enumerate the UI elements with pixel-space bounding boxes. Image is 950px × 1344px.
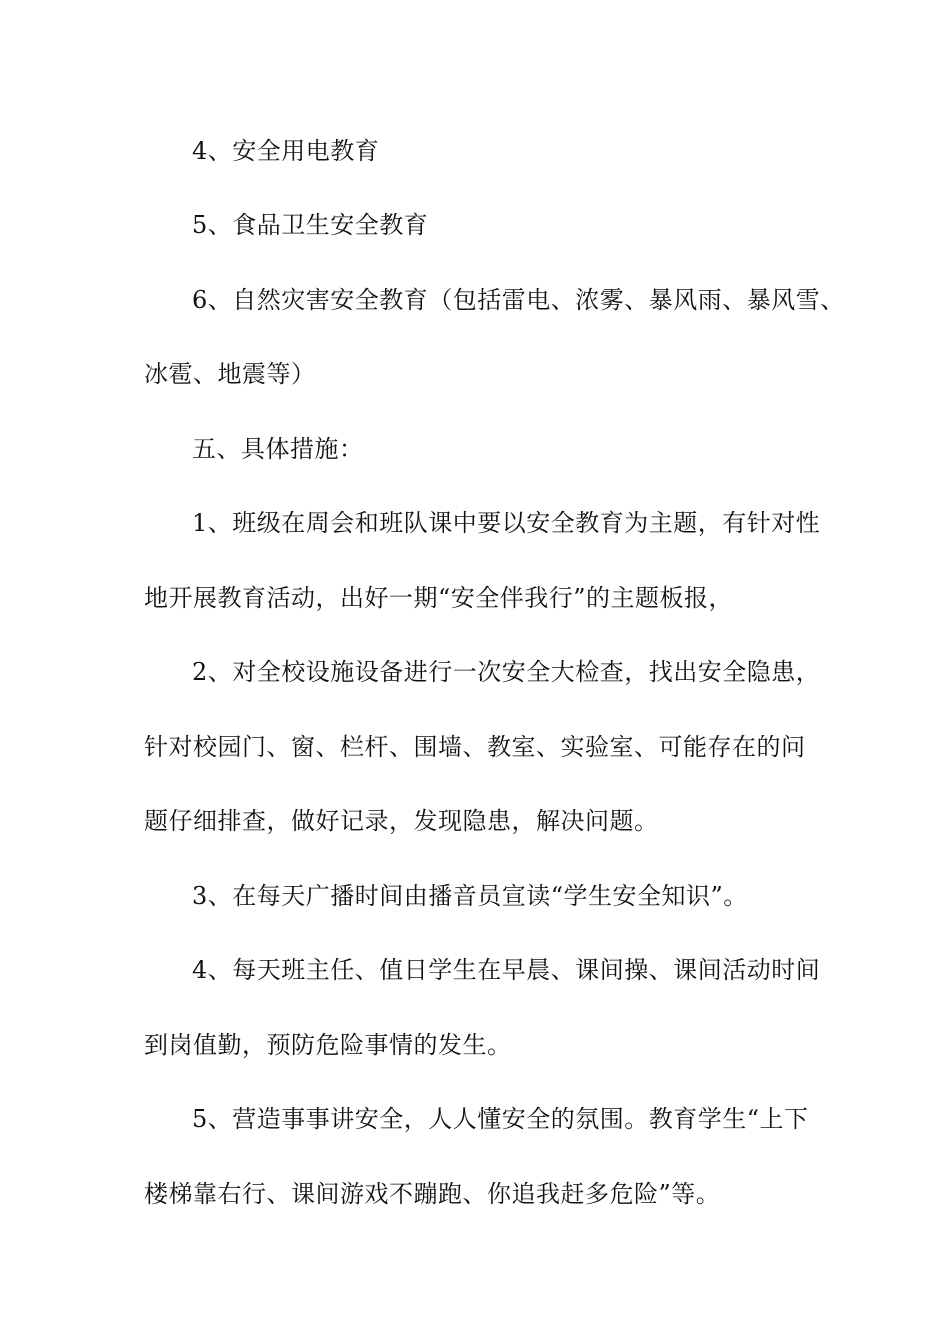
measure-item-4-cont: 到岗值勤，预防危险事情的发生。 bbox=[144, 1031, 512, 1059]
list-item-safe-electricity: 4、安全用电教育 bbox=[192, 137, 380, 165]
list-item-natural-disaster-cont: 冰雹、地震等） bbox=[144, 360, 316, 388]
measure-item-2: 2、对全校设施设备进行一次安全大检查，找出安全隐患， bbox=[192, 658, 821, 686]
measure-item-2-cont-2: 题仔细排查，做好记录，发现隐患，解决问题。 bbox=[144, 807, 659, 835]
measure-item-4: 4、每天班主任、值日学生在早晨、课间操、课间活动时间 bbox=[192, 956, 821, 984]
list-item-food-hygiene: 5、食品卫生安全教育 bbox=[192, 211, 429, 239]
section-heading-measures: 五、具体措施： bbox=[192, 435, 364, 463]
list-item-natural-disaster: 6、自然灾害安全教育（包括雷电、浓雾、暴风雨、暴风雪、 bbox=[192, 286, 845, 314]
measure-item-5: 5、营造事事讲安全，人人懂安全的氛围。教育学生“上下 bbox=[192, 1105, 809, 1133]
measure-item-2-cont-1: 针对校园门、窗、栏杆、围墙、教室、实验室、可能存在的问 bbox=[144, 733, 806, 761]
measure-item-1: 1、班级在周会和班队课中要以安全教育为主题，有针对性 bbox=[192, 509, 821, 537]
measure-item-3: 3、在每天广播时间由播音员宣读“学生安全知识”。 bbox=[192, 882, 748, 910]
measure-item-5-cont: 楼梯靠右行、课间游戏不蹦跑、你追我赶多危险”等。 bbox=[144, 1180, 721, 1208]
measure-item-1-cont: 地开展教育活动，出好一期“安全伴我行”的主题板报， bbox=[144, 584, 734, 612]
